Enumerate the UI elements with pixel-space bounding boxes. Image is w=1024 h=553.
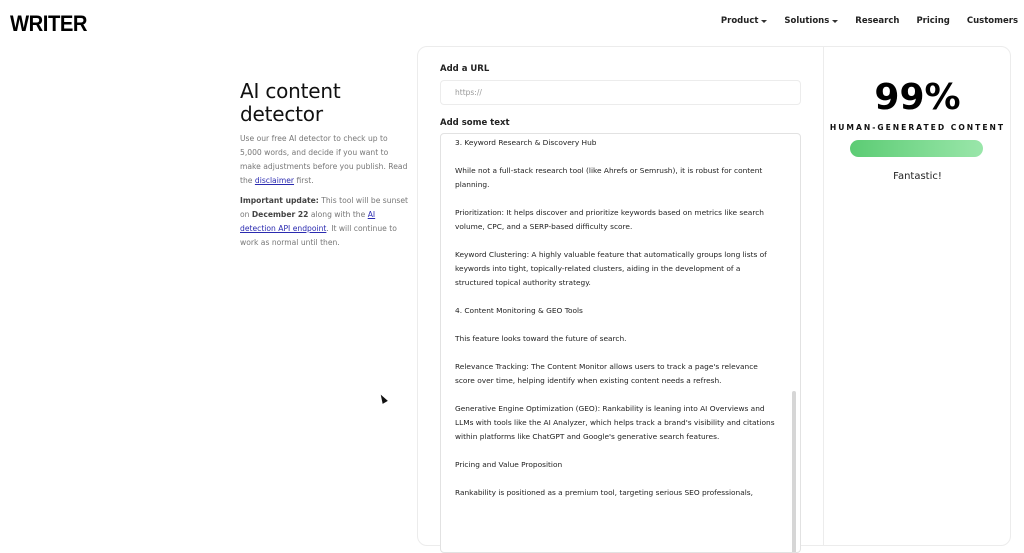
title-line-1: AI content [240,79,341,103]
page-title [240,80,408,126]
desc-text: Use our free AI detector to check up to 5,000 words, and decide if you want to make adjustments before you publish. Read the [240,134,408,185]
url-input[interactable]: https:// [440,80,801,105]
nav-product[interactable] [721,16,768,26]
nav-pricing-label: Pricing [916,16,950,26]
disclaimer-link[interactable]: disclaimer [254,176,295,185]
api-endpoint-link[interactable]: AI detection API endpoint [240,210,376,233]
text-paragraph: 4. Content Monitoring & GEO Tools [455,306,583,315]
nav-solutions[interactable] [784,16,838,26]
detector-card [417,46,1011,546]
text-paragraph: While not a full-stack research tool (like Ahrefs or Semrush), it is robust for content planning. [455,166,763,189]
url-label: Add a URL [440,64,490,74]
text-input[interactable] [440,133,801,553]
text-paragraph: Rankability is positioned as a premium tool, targeting serious SEO professionals, [455,488,754,497]
chevron-down-icon [761,20,767,23]
mouse-cursor-icon [378,393,388,404]
score-percentage: 99% [874,77,961,118]
update-date: December 22 [251,210,309,219]
important-update [240,194,408,250]
update-text-mid: along with the [308,210,368,219]
text-paragraph: Prioritization: It helps discover and prioritize keywords based on metrics like search volume, CPC, and a SERP-based difficulty score. [455,208,764,231]
desc-text-end: first. [294,176,314,185]
nav-links [721,16,1018,26]
intro-description [240,132,408,188]
chevron-down-icon [832,20,838,23]
writer-logo[interactable]: WRITER [10,11,88,36]
score-label: HUMAN-GENERATED CONTENT [829,123,1006,132]
text-paragraph: Pricing and Value Proposition [455,460,563,469]
text-paragraph: Relevance Tracking: The Content Monitor allows users to track a page's relevance score over time, helping identify when existing content needs a refresh. [455,362,758,385]
score-progress-bar [850,140,983,157]
intro-section [240,80,408,250]
card-divider [823,47,824,545]
nav-customers[interactable] [967,16,1018,26]
text-label: Add some text [440,118,510,128]
nav-solutions-label: Solutions [784,16,830,26]
text-paragraph: This feature looks toward the future of search. [455,334,627,343]
title-line-2: detector [240,102,323,126]
text-paragraph: Keyword Clustering: A highly valuable feature that automatically groups long lists of keywords into tight, topically-related clusters, aiding in the development of a structured topical authority strategy. [455,250,767,287]
nav-customers-label: Customers [966,16,1018,26]
nav-product-label: Product [720,16,759,26]
nav-research-label: Research [855,16,900,26]
nav-research[interactable] [855,16,899,26]
top-nav [0,0,1024,46]
update-text-end: . It will continue to work as normal until then. [240,224,397,247]
text-content [455,136,775,514]
nav-pricing[interactable] [916,16,949,26]
score-verdict: Fantastic! [893,171,942,182]
textarea-scrollbar[interactable] [792,391,796,553]
update-label: Important update: [240,196,319,205]
text-paragraph: Generative Engine Optimization (GEO): Rankability is leaning into AI Overviews and LLMs with tools like the AI Analyzer, which helps track a brand's visibility and citations within platforms like ChatGPT and Google's generative search features. [455,404,775,441]
update-text: This tool will be sunset on [240,196,408,219]
text-paragraph: 3. Keyword Research & Discovery Hub [455,138,597,147]
